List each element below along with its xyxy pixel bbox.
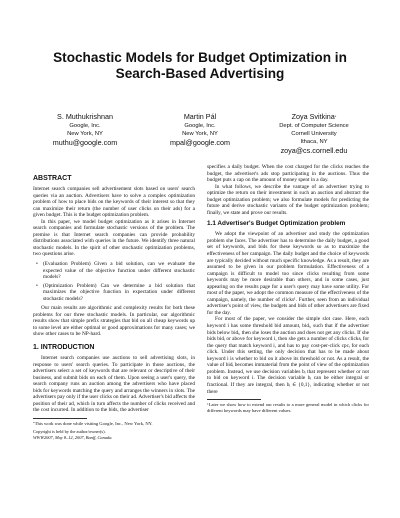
author-affiliation: Google, Inc. — [184, 123, 216, 129]
footnote — [33, 421, 195, 427]
abstract-bullet-list — [33, 261, 195, 302]
footnote-mark: 1 — [207, 402, 209, 407]
footnote-text: Later we show how to extend our results to a more general model in which clicks for different keywords may have different values. — [207, 402, 369, 413]
right-column — [207, 164, 369, 413]
left-column — [33, 174, 195, 440]
author-email[interactable]: mpal@google.com — [169, 138, 231, 147]
footnote-rule — [207, 399, 261, 400]
right-paragraph-3: We adopt the viewpoint of an advertiser and study the optimization problem she faces. The advertiser has to determine the daily budget, a good set of keywords, and bids for these keywords so as to maximize the effectiveness of her campaign. The daily budget and the choice of keywords are typically decided without much specific knowledge. As a result, they are assumed to be given in our problem formulation. Effectiveness of a campaign is difficult to model too since clicks resulting from some keywords may be more desirable than others, and in some cases, just appearing on the results page for a user's query may have some utility. For most of the paper, we adopt the common measure of the effectiveness of the campaign, namely, the number of clicks¹. Further, seen from an individual advertiser's point of view, the budgets and bids of other advertisers are fixed for the day. — [207, 231, 369, 316]
author-2 — [145, 112, 255, 148]
introduction-paragraph-1: Internet search companies use auctions to sell advertising slots, in response to users' search queries. To participate in those auctions, the advertisers select a set of keywords that are relevant or descriptive of their business, and submit bids on each of them. Upon seeing a user's query, the search company runs an auction among the advertisers who have placed bids for keywords matching the query and arranges the winners in slots. The advertisers pay only if the user clicks on their ad. Advertiser's bid affects the position of their ad, which in turn affects the number of clicks received and the cost incurred. In addition to the bids, the advertiser — [33, 355, 195, 414]
copyright-notice — [33, 429, 195, 439]
author-name: Martin Pál — [183, 112, 217, 121]
author-email[interactable]: muthu@google.com — [52, 138, 118, 147]
author-name: Zoya Svitkina — [291, 112, 335, 121]
footnote-mark: * — [33, 420, 35, 425]
footnote-rule — [33, 418, 87, 419]
author-name: S. Muthukrishnan — [57, 112, 113, 121]
abstract-paragraph-3: Our main results are algorithmic and complexity results for both these problems for our three stochastic models. In particular, our algorithmic results show that simple prefix strategies that bid on all cheap keywords up to some level are either optimal or good approximations for many cases; we show other cases to be NP-hard. — [33, 305, 195, 338]
author-block — [30, 112, 370, 162]
author-location: New York, NY — [182, 131, 218, 137]
right-paragraph-2: In what follows, we describe the vantage of an advertiser trying to optimize the return on their investment in such an auction and abstract the budget optimization problem; we also formulate models for predicting the future and derive stochastic variants of the budget optimization problem; finally, we state and prove our results. — [207, 183, 369, 216]
author-footnote-mark: * — [334, 114, 337, 119]
paper-title — [0, 50, 400, 82]
paper-title-line-2: Search-Based Advertising — [115, 66, 285, 81]
right-paragraph-1: specifies a daily budget. When the cost charged for the clicks reaches the budget, the advertiser's ads stop participating in the auctions. Thus the budget puts a cap on the amount of money spent in a day. — [207, 164, 369, 184]
author-3 — [258, 112, 370, 156]
abstract-paragraph-1: Internet search companies sell advertisement slots based on users' search queries via an auction. Advertisers have to solve a complex optimization problem of how to place bids on the keywords of their interest so that they can maximize their return (the number of user clicks on their ads) for a given budget. This is the budget optimization problem. — [33, 186, 195, 219]
author-name-row — [258, 112, 370, 122]
subsection-heading: 1.1 Advertiser's Budget Optimization problem — [207, 220, 346, 228]
author-institution: Cornell University — [291, 131, 337, 137]
bullet-optimization-problem: • (Optimization Problem) Can we determine a bid solution that maximizes the objective function in expectation under different stochastic models? — [43, 283, 195, 303]
paper-title-line-1: Stochastic Models for Budget Optimization in — [53, 50, 347, 65]
introduction-heading: 1. INTRODUCTION — [33, 344, 95, 352]
author-1 — [30, 112, 140, 148]
abstract-paragraph-2: In this paper, we model budget optimization as it arises in Internet search companies and formulate stochastic versions of the problem. The premise is that Internet search companies can provide probability distributions associated with queries in the future. We identify three natural stochastic models. In the spirit of other stochastic optimization problems, two questions arise. — [33, 218, 195, 258]
copyright-line-1: Copyright is held by the author/owner(s). — [33, 429, 106, 435]
author-email[interactable]: zoya@cs.cornell.edu — [280, 146, 348, 155]
footnote — [207, 402, 369, 413]
author-location: New York, NY — [67, 131, 103, 137]
author-location: Ithaca, NY — [300, 139, 328, 145]
author-affiliation: Google, Inc. — [69, 123, 101, 129]
right-paragraph-4: For most of the paper, we consider the simple slot case. Here, each keyword i has some threshold bid amount, bidᵢ, such that if the advertiser bids below bidᵢ, then she loses the auction and does not get any clicks. If she bids bidᵢ or above for keyword i, then she gets a number of clicks clicksᵢ for the query that match keyword i, and has to pay cost-per-click cpcᵢ for each click. Under this setting, the only decision that has to be made about keyword i is whether to bid on it above its threshold or not. As a result, the value of bidᵢ becomes immaterial from the point of view of the optimization problem. Instead, we use decision variables bᵢ that represent whether or not to bid on keyword i. The decision variable bᵢ can be either integral or fractional. If they are integral, then bᵢ ∈ {0,1}, indicating whether or not there — [207, 316, 369, 395]
abstract-heading: ABSTRACT — [33, 175, 72, 182]
footnote-text: This work was done while visiting Google, Inc., New York, NY. — [34, 420, 153, 426]
copyright-line-2: WWW2007, May 8–12, 2007, Banff, Canada. — [33, 434, 113, 440]
author-affiliation: Dept. of Computer Science — [279, 123, 349, 129]
bullet-evaluation-problem: • (Evaluation Problem) Given a bid solution, can we evaluate the expected value of the objective function under different stochastic models? — [43, 261, 195, 281]
